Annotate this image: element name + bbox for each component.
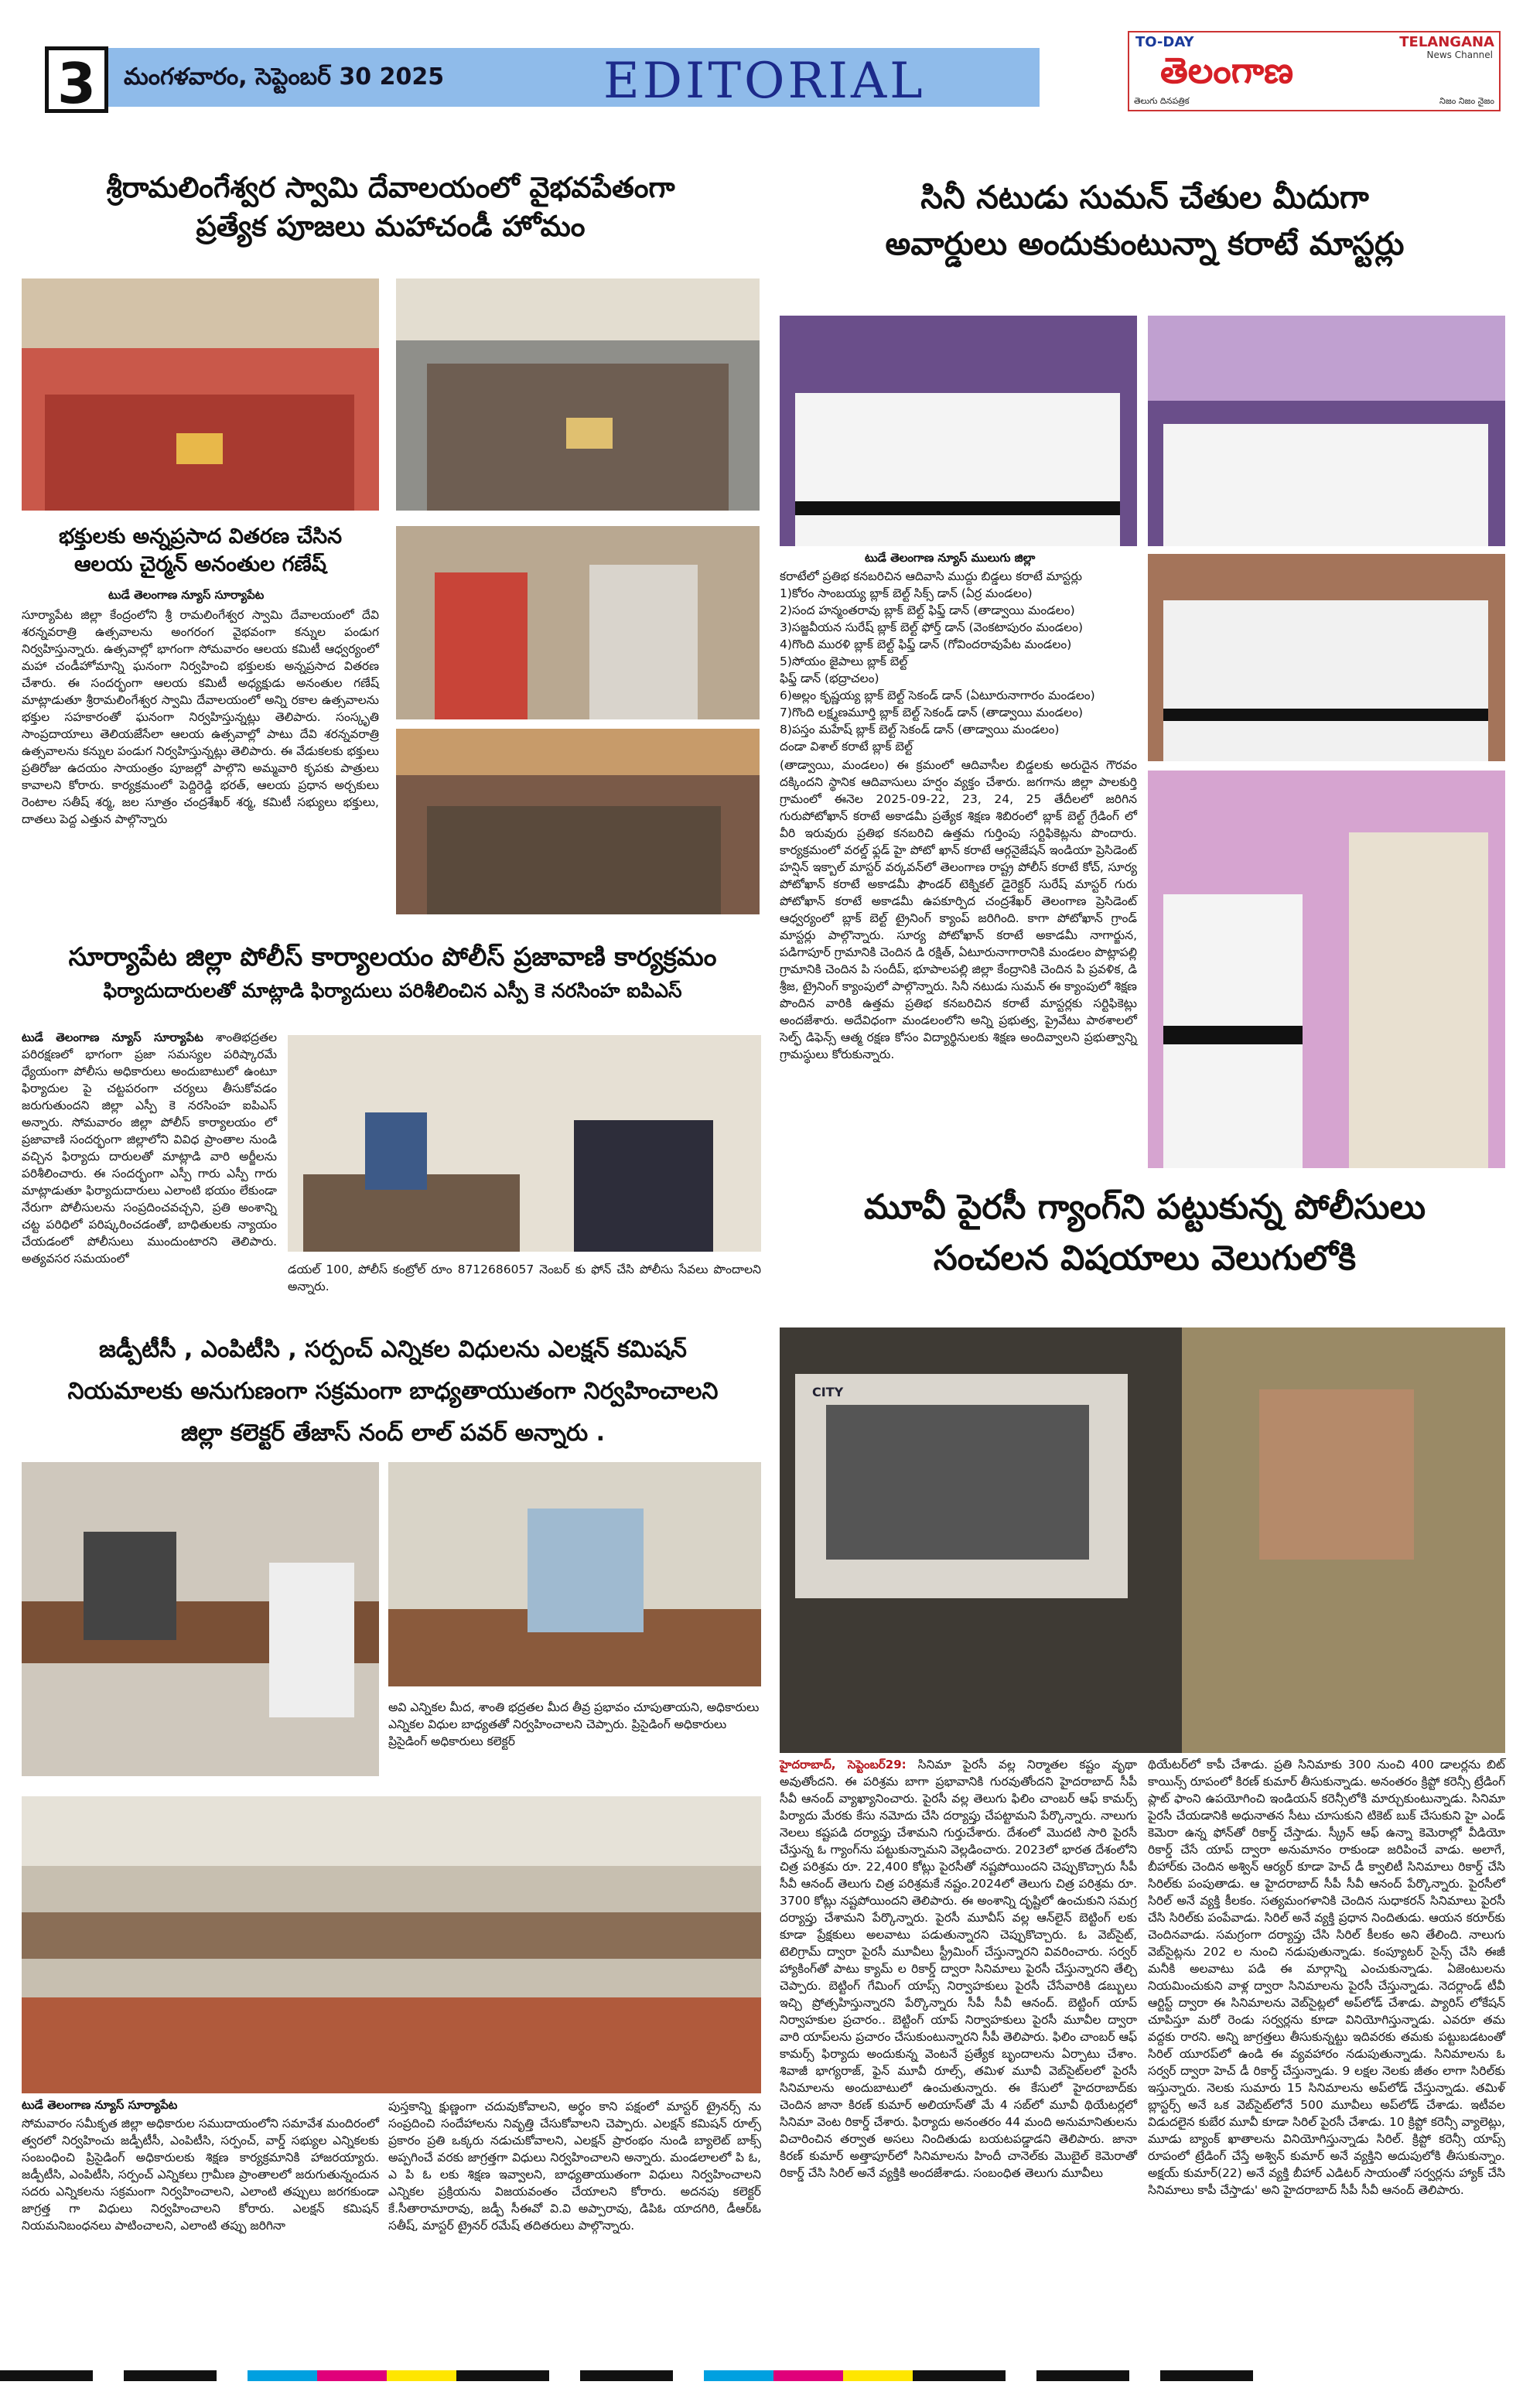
logo-tagline-left: తెలుగు దినపత్రిక <box>1134 96 1190 106</box>
issue-date: మంగళవారం, సెప్టెంబర్ 30 2025 <box>124 63 445 91</box>
training-hall-photo <box>22 1796 761 2093</box>
art2-byline: టుడే తెలంగాణ న్యూస్ సూర్యాపేట <box>22 1030 203 1044</box>
print-registration-strip <box>0 2366 1540 2385</box>
temple-photo-2 <box>396 278 760 511</box>
temple-photo-3 <box>396 526 760 719</box>
art3-body-left: సోమవారం సమీకృత జిల్లా అధికారుల సముదాయంలోని సమావేశ మందిరంలో త్వరలో నిర్వహించు జడ్పీటీసీ, ఎంపిటీసి, సర్పంచ్, వార్డ్ సభ్యుల ఎన్నికలకు సంబంధించి ప్రిసైడింగ్ అధికారులకు శిక్షణ కార్యక్రమానికి హాజరయ్యారు. జడ్పీటీసి, ఎంపిటీసి, సర్పంచ్ ఎన్నికలు గ్రామీణ ప్రాంతాలలో జరుగుతున్నందున సదరు ఎన్నికలను సక్రమంగా నిర్వహించాలని, ఎలాంటి తప్పులు జరగకుండా జాగ్రత్త గా విధులు నిర్వహించాలని కోరారు. ఎలక్షన్ కమిషన్ నియమనిబంధనలు పాటించాలని, ఎలాంటి తప్పు జరిగినా <box>22 2117 379 2233</box>
list-item: 3)సజ్జవీయన సురేష్ బ్లాక్ బెల్ట్ ఫోర్త్ డాన్ (వెంకటాపురం మండలం) <box>780 620 1084 634</box>
art1-sub-line1: భక్తులకు అన్నప్రసాద వితరణ చేసిన <box>58 524 343 548</box>
list-item: ఫిఫ్త్ డాన్ (భద్రాచలం) <box>780 671 879 685</box>
art1-headline-line1: శ్రీరామలింగేశ్వర స్వామి దేవాలయంలో వైభవపేతంగా <box>106 171 675 204</box>
collector-meeting-photo-1 <box>22 1462 379 1776</box>
art5-headline <box>773 1182 1516 1284</box>
list-item: 4)గొంది మురళి బ్లాక్ బెల్ట్ ఫిఫ్త్ డాన్ (గోవిందరావుపేట మండలం) <box>780 637 1072 651</box>
art4-intro: కరాటేలో ప్రతిభ కనబరిచిన ఆదివాసి ముద్దు బిడ్డలు కరాటే మాస్టర్లు <box>780 569 1083 583</box>
art3-body-right: పుస్తకాన్ని క్షుణ్ణంగా చదువుకోవాలని, అర్థం కాని పక్షంలో మాస్టర్ ట్రైనర్స్ ను సంప్రదించి సందేహాలను నివృత్తి చేసుకోవాలని చెప్పారు. ఎలక్షన్ కమిషన్ రూల్స్ ప్రకారం ప్రతి ఒక్కరు నడుచుకోవాలని, ఎలక్షన్ ప్రారంభం నుండి బ్యాలెట్ బాక్స్ అప్పగించే వరకు జాగ్రత్తగా విధులు నిర్వహించాలని అన్నారు. మండలాలలో పి ఓ, ఎ పి ఓ లకు శిక్షణ ఇవ్వాలని, బాధ్యతాయుతంగా విధులు నిర్వహించాలని ఎన్నికల ప్రక్రియను విజయవంతం చేయాలని కోరారు. అదనపు కలెక్టర్ కే.సీతారామారావు, జడ్పీ సీఈవో వి.వి అప్పారావు, డిపిఓ యాదగిరి, డీఆర్ఓ సతీష్, మాస్టర్ ట్రైనర్ రమేష్ తదితరులు పాల్గొన్నారు. <box>388 2100 761 2233</box>
temple-photo-1 <box>22 278 379 511</box>
art1-headline-line2: ప్రత్యేక పూజలు మహాచండీ హోమం <box>196 209 586 243</box>
page-number: 3 <box>45 46 108 113</box>
art4-byline: టుడే తెలంగాణ న్యూస్ ములుగు జిల్లా <box>865 551 1036 565</box>
art3-caption: అవి ఎన్నికల మీద, శాంతి భద్రతల మీద తీవ్ర ప్రభావం చూపుతాయని, అధికారులు ఎన్నికల విధుల బాధ్యతతో నిర్వహించాలని చెప్పారు. ప్రిసైడింగ్ అధికారులు ప్రిసైడింగ్ అధికారులు కలెక్టర్ <box>388 1700 760 1748</box>
list-item: 7)గొంది లక్ష్మణమూర్తి బ్లాక్ బెల్ట్ సెకండ్ డాన్ (తాడ్వాయి మండలం) <box>780 706 1083 719</box>
art3-headline-line1: జడ్పీటీసీ , ఎంపిటీసి , సర్పంచ్ ఎన్నికల విధులను ఎలక్షన్ కమిషన్ <box>99 1336 687 1363</box>
logo-news-channel: News Channel <box>1426 50 1493 60</box>
karate-award-photo-2 <box>1148 316 1505 546</box>
art2-body <box>22 1029 277 1267</box>
art2-subheadline: ఫిర్యాదుదారులతో మాట్లాడి ఫిర్యాదులు పరిశీలించిన ఎస్పీ కె నరసింహ ఐపిఎస్ <box>103 979 682 1002</box>
list-item: 6)అల్లం కృష్ణయ్య బ్లాక్ బెల్ట్ సెకండ్ డాన్ (ఏటూరునాగారం మండలం) <box>780 689 1095 702</box>
karate-award-photo-3 <box>1148 554 1505 761</box>
logo-telangana: TELANGANA <box>1399 34 1494 50</box>
art4-headline-line2: అవార్డులు అందుకుంటున్నా కరాటే మాస్టర్లు <box>885 225 1405 262</box>
art1-sub-line2: ఆలయ చైర్మన్ అనంతుల గణేష్ <box>73 552 327 576</box>
art2-headline: సూర్యాపేట జిల్లా పోలీస్ కార్యాలయం పోలీస్ ప్రజావాణి కార్యక్రమం <box>68 941 717 972</box>
karate-award-photo-4 <box>1148 771 1505 1168</box>
art2-body-text: శాంతిభద్రతల పరిరక్షణలో భాగంగా ప్రజా సమస్యల పరిష్కారమే ధ్యేయంగా పోలీసు అధికారులు అందుబాటులో ఉంటూ ఫిర్యాదుల పై చట్టపరంగా చర్యలు తీసుకోవడం జరుగుతుందని జిల్లా ఎస్పీ కె నరసింహ ఐపిఎస్ అన్నారు. సోమవారం జిల్లా పోలీస్ కార్యాలయం లో ప్రజావాణి సందర్భంగా జిల్లాలోని వివిధ ప్రాంతాల నుండి వచ్చిన ఫిర్యాదు దారులతో మాట్లాడి వారి అర్జీలను పరిశీలించారు. ఈ సందర్భంగా ఎస్పీ గారు ఎస్పీ గారు మాట్లాడుతూ ఫిర్యాదుదారులు ఎలాంటి భయం లేకుండా నేరుగా పోలీసులను సంప్రదించవచ్చని, ప్రతి అంశాన్ని చట్ట పరిధిలో పరిష్కరించడంతో, బాధితులకు న్యాయం చేయడంలో పోలీసులు ముందుంటారని తెలిపారు. అత్యవసర సమయంలో <box>22 1030 277 1266</box>
photo-city-label: CITY <box>812 1385 844 1399</box>
art4-headline <box>773 174 1516 267</box>
list-item: 5)సోయం జైపాలు బ్లాక్ బెల్ట్ <box>780 654 908 668</box>
karate-masters-list <box>780 585 1137 755</box>
temple-photo-4 <box>396 729 760 914</box>
karate-award-photo-1 <box>780 316 1137 546</box>
logo-today: TO-DAY <box>1135 34 1194 50</box>
art1-headline <box>23 169 758 246</box>
art4-headline-line1: సినీ నటుడు సుమన్ చేతుల మీదుగా <box>920 179 1369 216</box>
art3-headline-line2: నియమాలకు అనుగుణంగా సక్రమంగా బాధ్యతాయుతంగా నిర్వహించాలని <box>67 1378 719 1405</box>
art4-body: (తాడ్వాయి, మండలం) ఈ క్రమంలో ఆదివాసీల బిడ్డలకు అరుదైన గౌరవం దక్కిందని స్థానిక ఆదివాసులు హర్షం వ్యక్తం చేశారు. జగగాను జిల్లా పాలకుర్తి గ్రామంలో ఈనెల 2025-09-22, 23, 24, 25 తేదీలలో జరిగిన గురుపోటోఖాన్ కరాటే అకాడమీ ప్రత్యేక శిక్షణ శిబిరంలో బ్లాక్ బెల్ట్ గ్రేడింగ్ లో వీరి ఇరువురు ప్రతిభ కనబరిచి ఉత్తమ గుర్తింపు సర్టిఫికెట్లను పొందారు. కార్యక్రమంలో వరల్డ్ ఫ్లడ్ హై పోటో ఖాన్ కరాటే ఆర్గనైజేషన్ ఇండియా ప్రెసిడెంట్ హన్షిన్ ఇక్బాల్ మాస్టర్ వర్కవన్‌లో తెలంగాణ రాష్ట్ర పోలీస్ కరాటే కోచ్, సూర్య పోటోఖాన్ కరాటే అకాడమీ ఫౌండర్ టెక్నికల్ డైరెక్టర్ సురేష్ మాస్టర్ గురు పోటోఖాన్ కరాటే అకాడమీ ఉపకూర్పిద చంద్రశేఖర్ తెలంగాణ ప్రెసిడెంట్ ఆధ్వర్యంలో బ్లాక్ బెల్ట్ ట్రైనింగ్ క్యాంప్ జరిగింది. కాగా పోటోఖాన్ గ్రాండ్ మాస్టర్లు పాల్గొన్నారు. సూర్య పోటోఖాన్ కరాటే అకాడమీ నాగార్జున, పడిగాపూర్ గ్రామానికి చెందిన డి రక్షిత్, ఏటూరునాగారానికి మండలం పొట్లాపల్లి గ్రామానికి చెందిన పి సందీప్, భూపాలపల్లి జిల్లా కేంద్రానికి చెందిన పి ప్రవళిక, డి శ్రీజ, ట్రైనింగ్ క్యాంపులో పాల్గొన్నారు. సినీ నటుడు సుమన్ ఈ క్యాంపులో శిక్షణ పొందిన వారికి ఉత్తమ ప్రతిభ కనబరిచిన కరాటే మాస్టర్లకు సర్టిఫికెట్లు అందజేశారు. అదేవిధంగా మండలంలోని అన్ని ప్రభుత్వ, ప్రైవేటు పాఠశాలలో సెల్ఫ్ డిఫెన్స్ ఆత్మ రక్షణ కోసం విద్యార్థినులకు శిక్షణ అందివ్వాలని ప్రభుత్వాన్ని గ్రామస్థులు కోరుకున్నారు. <box>780 758 1137 1061</box>
art1-body: సూర్యాపేట జిల్లా కేంద్రంలోని శ్రీ రామలింగేశ్వర స్వామి దేవాలయంలో దేవి శరన్నవరాత్రి ఉత్సవాలను అంగరంగ వైభవంగా కన్నుల పండుగ నిర్వహిస్తున్నారు. ఉత్సవాల్లో భాగంగా సోమవారం ఆలయ కమిటీ ఆధ్వర్యంలో మహా చండీహోమాన్ని ఘనంగా నిర్వహించి భక్తులకు అన్నప్రసాద వితరణ చేశారు. ఈ సందర్భంగా ఆలయ కమిటీ అధ్యక్షుడు అనంతుల గణేష్ మాట్లాడుతూ శ్రీరామలింగేశ్వర స్వామి దేవాలయంలో అన్ని రకాల ఉత్సవాలను భక్తుల సహకారంతో ఘనంగా నిర్వహిస్తున్నట్లు తెలిపారు. సంస్కృతి సాంప్రదాయాలు తెలియజేసేలా ఆలయ ఉత్సవాల్లో పాటు దేవి శరన్నవరాత్రి ఉత్సవాలను కన్నుల పండుగ నిర్వహిస్తున్నట్లు తెలిపారు. ఈ వేడుకలకు భక్తులు ప్రతిరోజు ఉదయం సాయంత్రం పూజల్లో పాల్గొని అమ్మవారి కృపకు పాత్రులు కావాలని కోరారు. కార్యక్రమంలో పెద్దిరెడ్డి భరత్, ఆలయ ప్రధాన అర్చకులు రెంటాల సతీష్ శర్మ, జల సూత్రం చంద్రశేఖర్ శర్మ, కమిటీ సభ్యులు భక్తులు, దాతలు పెద్ద ఎత్తున పాల్గొన్నారు <box>22 608 379 826</box>
art5-body-left-text: సినిమా పైరసీ వల్ల నిర్మాతల కష్టం వృథా అవుతోందని. ఈ పరిశ్రమ బాగా ప్రభావానికి గురవుతోందని హైదరాబాద్ సీపీ సీవీ ఆనంద్ వ్యాఖ్యానించారు. పైరసీ వల్ల తెలుగు ఫిలిం చాంబర్ ఆఫ్ కామర్స్ పిర్యాదు మేరకు కేసు నమోదు చేసి దర్యాప్తు చేపట్టామని పేర్కొన్నారు. నాలుగు నెలలు కష్టపడి దర్యాప్తు చేశామని గుర్తుచేశారు. దేశంలో మొదటి సారి పైరసీ చేస్తున్న ఓ గ్యాంగ్‌ను పట్టుకున్నామని వెల్లడించారు. 2023లో భారత దేశంలోని చిత్ర పరిశ్రమ రూ. 22,400 కోట్లు పైరసీతో నష్టపోయిందని చెప్పుకొచ్చారు సీపీ సీవీ ఆనంద్ తెలుగు చిత్ర పరిశ్రమకే నష్టం.2024లో తెలుగు చిత్ర పరిశ్రమ రూ. 3700 కోట్లు నష్టపోయిందని తెలిపారు. ఈ అంశాన్ని దృష్టిలో ఉంచుకుని సమగ్ర దర్యాప్తు చేశామని పేర్కొన్నారు. పైరసీ మూవీస్ వల్ల ఆన్‌లైన్ బెట్టింగ్ లకు కూడా ప్రేక్షకులు అలవాటు పడుతున్నారని చెప్పుకొచ్చారు. ఓ వెబ్‌సైట్, టెలిగ్రామ్ ద్వారా పైరసీ మూవీలు స్ట్రీమింగ్ చేస్తున్నారని వివరించారు. సర్వర్ హ్యాకింగ్‌తో పాటు క్యామ్ ల రికార్డ్ ద్వారా సినిమాలు పైరసీ చేస్తున్నారని తేల్చి చెప్పారు. బెట్టింగ్ గేమింగ్ యాప్స్ నిర్వాహకులు పైరసీ చేసేవారికి డబ్బులు ఇచ్చి ప్రోత్సహిస్తున్నారని పేర్కొన్నారు సీపీ సీవీ ఆనంద్. బెట్టింగ్ యాప్ నిర్వాహకుల ప్రచారం.. బెట్టింగ్ యాప్ నిర్వాహకులు పైరసీ మూవీల ద్వారా వారి యాప్‌లను ప్రచారం చేసుకుంటున్నారని సీపీ తెలిపారు. ఫిలిం చాంబర్ ఆఫ్ కామర్స్ ఫిర్యాదు అందుకున్న వెంటనే ప్రత్యేక బృందాలను ఏర్పాటు చేశాం. శివాజీ భాగ్యరాజ్, ఫైన్ మూవీ రూల్స్, తమిళ మూవీ వెబ్‌సైట్‌లలో పైరసీ సినిమాలను అందుబాటులో ఉంచుతున్నారు. ఈ కేసులో హైదరాబాద్‌కు చెందిన జానా కిరణ్ కుమార్ అలియాస్‌తో మే 4 సబ్‌లో మూవీ థియేటర్లలో సినిమా వెంట రికార్డ్ చేశారు. ఫిర్యాదు అనంతరం 44 మంది అనుమానితులను విచారించిన తర్వాత అసలు నిందితుడు బయటపడ్డాడని తెలిపారు. జానా కిరణ్ కుమార్ అత్తాపూర్‌లో సినిమాలను హిందీ చానెల్‌కు మొబైల్ కెమెరాతో రికార్డ్ చేసి సిరిల్ అనే వ్యక్తికి అందజేశాడు. సంబంధిత తెలుగు మూవీలు <box>780 1758 1137 2180</box>
art2-body-tail: డయల్ 100, పోలీస్ కంట్రోల్ రూం 8712686057 నెంబర్ కు ఫోన్ చేసి పోలీసు సేవలు పొందాలని అన్నారు. <box>288 1263 761 1293</box>
list-item: 1)కోరం సాంబయ్య బ్లాక్ బెల్ట్ సిక్స్ డాన్ (ఏర్ర మండలం) <box>780 586 1033 600</box>
section-title: EDITORIAL <box>603 53 926 110</box>
art5-body-right: థియేటర్‌లో కాపీ చేశాడు. ప్రతి సినిమాకు 300 నుంచి 400 డాలర్లను బిట్ కాయిన్స్ రూపంలో కిరణ్ కుమార్ తీసుకున్నాడు. అనంతరం క్రిప్టో కరెన్సీ ట్రేడింగ్ ప్లాట్ ఫాంని ఉపయోగించి ఇండియన్ కరెన్సీలోకి మార్చుకుంటున్నాడు. సినిమా పైరసీ చేయడానికి అధునాతన సీటు చూసుకుని టికెట్ బుక్ చేసుకుని హై ఎండ్ కెమెరా ఉన్న ఫోన్‌తో రికార్డ్ చేస్తాడు. స్క్రీన్ ఆఫ్ ఉన్నా కెమెరాల్లో వీడియో రికార్డ్ చేసే యాప్ ద్వారా అనుమానం రాకుండా జరిపించే వాడు. అలాగే, బీహార్‌కు చెందిన అశ్విన్ ఆర్య‌ర్ కూడా హెచ్ డీ క్వాలిటీ సినిమాలు రికార్డ్ చేసి సిరిల్‌కు పంపుతాడు. ఆ హైదరాబాద్ సీపీ సీవీ ఆనంద్ పేర్కొన్నారు. పైరసీలో సిరిల్ అనే వ్యక్తి కీలకం. సత్యమంగళానికి చెందిన సుధాకరన్ సినిమాలు పైరసీ చేసి సిరిల్‌కు పంపేవాడు. సిరిల్ అనే వ్యక్తి ప్రధాన నిందితుడు. ఆయన కరూర్‌కు చెందినవాడు. సమగ్రంగా దర్యాప్తు చేసి సిరిల్ కీలకం అని తేలింది. నాలుగు వెబ్‌సైట్లను 202 ల నుంచి నడుపుతున్నాడు. కంప్యూటర్ సైన్స్ చేసి ఈజీ మనీకి అలవాటు పడి ఈ మార్గాన్ని ఎంచుకున్నాడు. ఏజెంటులను నియమించుకుని వాళ్ల ద్వారా సినిమాలను పైరసీ చేస్తున్నాడు. నెదర్లాండ్ టీవీ ఆర్టిస్ట్ ద్వారా ఈ సినిమాలను వెబ్‌సైట్లలో అప్‌లోడ్ చేశాడు. ప్యారిస్ లోకేషన్ చూపిస్తూ మరో రెండు సర్వర్లను కూడా వినియోగిస్తున్నాడు. ఎవరూ తమ వద్దకు రారని. అన్ని జాగ్రత్తలు తీసుకున్నట్టు ఇదివరకు తమకు పట్టుబడటంతో సిరిల్ యూరప్‌లో ఉండి ఈ వ్యవహారం నడుపుతున్నాడు. సినిమాలను ఓ సర్వర్ ద్వారా హెచ్ డీ రికార్డ్ చేస్తున్నాడు. 9 లక్షల నెలకు జీతం లాగా సిరిల్‌కు ఇస్తున్నారు. నెలకు సుమారు 15 సినిమాలను అప్‌లోడ్ చేస్తున్నాడు. తమిళ్ బ్లాస్టర్స్ అనే ఒక వెబ్‌సైట్‌లోనే 500 మూవీలు అప్‌లోడ్ చేశాడు. ఇటీవల విడుదలైన కుబేర మూవీ కూడా సిరిల్ పైరసీ చేశాడు. 10 క్రిప్టో కరెన్సీ వ్యాలెట్లు, మూడు బ్యాంక్ ఖాతాలను వినియోగిస్తున్నాడు సిరిల్. క్రిప్టో కరెన్సీ యాప్స్ రూపంలో ట్రేడింగ్ చేస్తే అశ్విన్ కుమార్ అనే వ్యక్తిని అదుపులోకి తీసుకున్నాం. అక్షయ్ కుమార్(22) అనే వ్యక్తి బీహార్ ఎడిటర్ సాయం‌తో సర్వర్లను హ్యాక్ చేసి సినిమాలు కాపీ చేస్తాడు' అని హైదరాబాద్ సీపీ సీవీ ఆనంద్ తెలిపారు. <box>1148 1758 1505 2197</box>
art5-headline-line1: మూవీ పైరసీ గ్యాంగ్‌ని పట్టుకున్న పోలీసులు <box>863 1187 1426 1227</box>
art3-byline: టుడే తెలంగాణ న్యూస్ సూర్యాపేట <box>22 2098 178 2112</box>
art3-headline-line3: జిల్లా కలెక్టర్ తేజాస్ నంద్ లాల్ పవర్ అన్నారు . <box>181 1420 605 1447</box>
police-prajavani-photo <box>288 1035 761 1252</box>
art3-headline <box>22 1329 764 1454</box>
masthead-logo <box>1128 31 1501 111</box>
list-item: 8)పస్తం మహేష్ బ్లాక్ బెల్ట్ సెకండ్ డాన్ (తాడ్వాయి మండలం) <box>780 723 1060 736</box>
art1-subheadline <box>22 523 379 579</box>
list-item: దండా విశాల్ కరాటే బ్లాక్ బెల్ట్ <box>780 740 913 753</box>
art5-dateline: హైదరాబాద్, సెప్టెంబర్29: <box>780 1758 907 1772</box>
collector-meeting-photo-2 <box>388 1462 761 1686</box>
art5-body-left <box>780 1756 1137 2182</box>
logo-name: తెలంగాణ <box>1160 50 1294 91</box>
art5-headline-line2: సంచలన విషయాలు వెలుగులోకి <box>933 1239 1357 1278</box>
list-item: 2)సంద హన్మంతరావు బ్లాక్ బెల్ట్ ఫిఫ్త్ డాన్ (తాడ్వాయి మండలం) <box>780 603 1075 617</box>
art1-byline: టుడే తెలంగాణ న్యూస్ సూర్యాపేట <box>108 588 265 602</box>
logo-tagline-right: నిజం నిజం నైజం <box>1439 96 1494 106</box>
piracy-press-photo <box>780 1327 1505 1753</box>
